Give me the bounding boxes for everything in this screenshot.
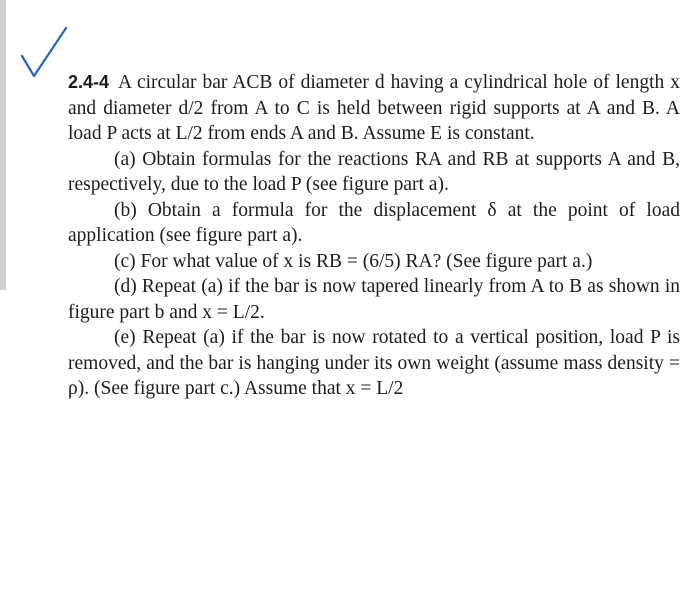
part-e: (e) Repeat (a) if the bar is now rotated to a vertical position, load P is removed, and the bar is hanging under its own weight (assume mass density = ρ). (See figure part c.) Assume that x = L/2 bbox=[68, 327, 680, 399]
part-a: (a) Obtain formulas for the reactions RA and RB at supports A and B, respectively, due to the load P (see figure part a). bbox=[68, 148, 680, 195]
part-b: (b) Obtain a formula for the displacement δ at the point of load application (see figure part a). bbox=[68, 199, 680, 246]
problem-intro-text: A circular bar ACB of diameter d having a cylindrical hole of length x and diameter d/2 from A to C is held between rigid supports at A and B. A load P acts at L/2 from ends A and B. Assume E is constant. bbox=[68, 72, 680, 144]
part-c: (c) For what value of x is RB = (6/5) RA? (See figure part a.) bbox=[114, 250, 593, 272]
part-d: (d) Repeat (a) if the bar is now tapered linearly from A to B as shown in figure part b and x = L/2. bbox=[68, 276, 680, 323]
page-edge-shadow bbox=[0, 0, 6, 290]
problem-intro bbox=[68, 70, 680, 147]
problem-number: 2.4-4 bbox=[68, 72, 110, 92]
problem-text bbox=[68, 70, 680, 402]
checkmark-icon bbox=[16, 24, 72, 80]
